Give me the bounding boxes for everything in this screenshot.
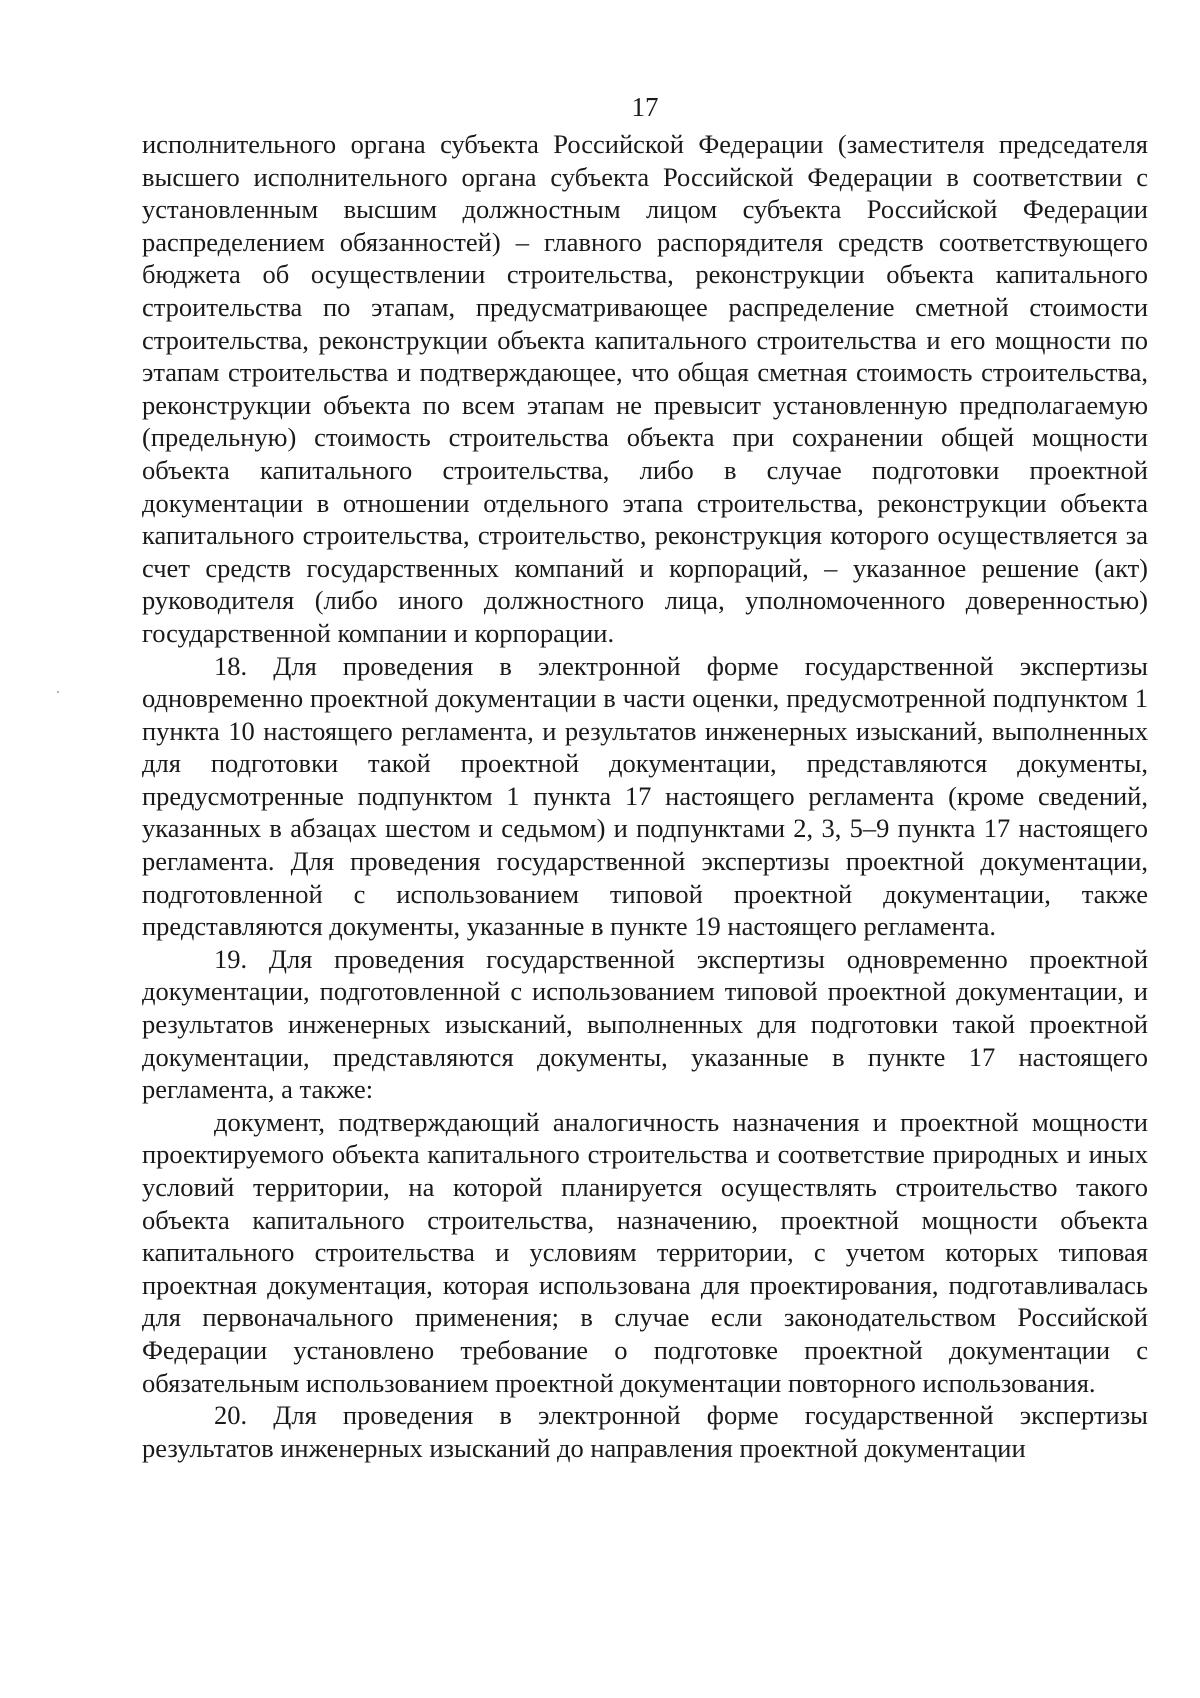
paragraph-item-19-document: документ, подтверждающий аналогичность назначения и проектной мощности проектируемого объекта капитального строительства и соответствие природных и иных условий территории, на которой планируется осуществлять строительство такого объекта капитального строительства, назначению, проектной мощности объекта капитального строительства и условиям территории, с учетом которых типовая проектная документация, которая использована для проектирования, подготавливалась для первоначального применения; в случае если законодательством Российской Федерации установлено требование о подготовке проектной документации с обязательным использованием проектной документации повторного использования. [142, 1106, 1148, 1398]
page-number: 17 [631, 92, 659, 122]
paragraph-item-20: 20. Для проведения в электронной форме государственной экспертизы результатов инженерных изысканий до направления проектной документации [142, 1400, 1148, 1463]
document-body [142, 128, 1148, 1464]
scan-speck [57, 691, 59, 693]
paragraph-item-19: 19. Для проведения государственной экспертизы одновременно проектной документации, подготовленной с использованием типовой проектной документации, и результатов инженерных изысканий, выполненных для подготовки такой проектной документации, представляются документы, указанные в пункте 17 настоящего регламента, а также: [142, 943, 1148, 1105]
paragraph-continuation: исполнительного органа субъекта Российской Федерации (заместителя председателя высшего исполнительного органа субъекта Российской Федерации в соответствии с установленным высшим должностным лицом субъекта Российской Федерации распределением обязанностей) – главного распорядителя средств соответствующего бюджета об осуществлении строительства, реконструкции объекта капитального строительства по этапам, предусматривающее распределение сметной стоимости строительства, реконструкции объекта капитального строительства и его мощности по этапам строительства и подтверждающее, что общая сметная стоимость строительства, реконструкции объекта по всем этапам не превысит установленную предполагаемую (предельную) стоимость строительства объекта при сохранении общей мощности объекта капитального строительства, либо в случае подготовки проектной документации в отношении отдельного этапа строительства, реконструкции объекта капитального строительства, строительство, реконструкция которого осуществляется за счет средств государственных компаний и корпораций, – указанное решение (акт) руководителя (либо иного должностного лица, уполномоченного доверенностью) государственной компании и корпорации. [142, 129, 1148, 648]
paragraph-item-18: 18. Для проведения в электронной форме государственной экспертизы одновременно проектной документации в части оценки, предусмотренной подпунктом 1 пункта 10 настоящего регламента, и результатов инженерных изысканий, выполненных для подготовки такой проектной документации, представляются документы, предусмотренные подпунктом 1 пункта 17 настоящего регламента (кроме сведений, указанных в абзацах шестом и седьмом) и подпунктами 2, 3, 5–9 пункта 17 настоящего регламента. Для проведения государственной экспертизы проектной документации, подготовленной с использованием типовой проектной документации, также представляются документы, указанные в пункте 19 настоящего регламента. [142, 650, 1148, 942]
